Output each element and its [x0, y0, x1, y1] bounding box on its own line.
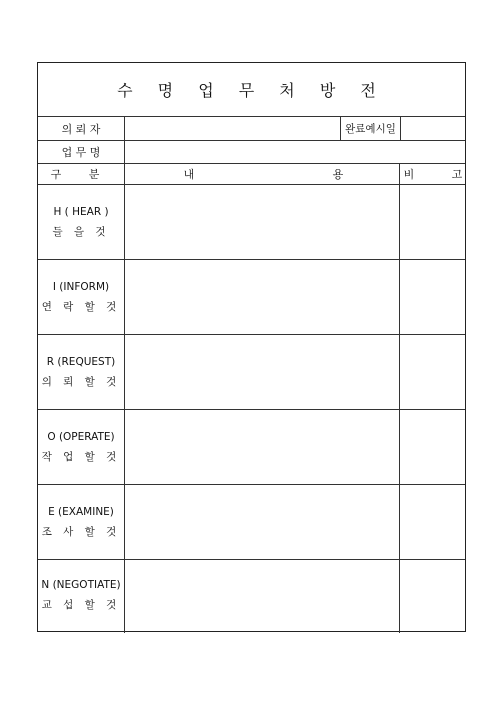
content-cell[interactable] — [125, 410, 399, 484]
content-cell[interactable] — [125, 260, 399, 334]
row-ko-label: 연 락 할 것 — [41, 300, 121, 313]
content-cell[interactable] — [125, 485, 399, 559]
row-label-request — [38, 335, 124, 409]
row-ko-label: 교 섭 할 것 — [41, 599, 121, 611]
content-cell[interactable] — [125, 185, 399, 259]
row-ko-label: 의 뢰 할 것 — [41, 375, 121, 388]
row-label-inform — [38, 260, 124, 334]
category-header: 구 분 — [50, 168, 112, 181]
row-en-label: I (INFORM) — [52, 280, 110, 293]
form-title: 수 명 업 무 처 방 전 — [117, 81, 386, 100]
remarks-header-right: 고 — [451, 168, 463, 181]
remarks-cell[interactable] — [400, 185, 465, 259]
content-cell[interactable] — [125, 335, 399, 409]
remarks-cell[interactable] — [400, 485, 465, 559]
remarks-cell[interactable] — [400, 410, 465, 484]
task-name-field[interactable] — [125, 141, 465, 163]
row-label-examine — [38, 485, 124, 559]
row-label-negotiate — [38, 560, 124, 631]
row-en-label: O (OPERATE) — [47, 430, 115, 443]
row-en-label: N (NEGOTIATE) — [41, 579, 121, 591]
row-ko-label: 작 업 할 것 — [41, 450, 121, 463]
remarks-cell[interactable] — [400, 560, 465, 631]
row-label-hear — [38, 185, 124, 259]
due-date-field[interactable] — [401, 117, 465, 140]
requester-label: 의 뢰 자 — [61, 122, 101, 136]
row-ko-label: 들 을 것 — [52, 225, 110, 238]
remarks-cell[interactable] — [400, 335, 465, 409]
remarks-cell[interactable] — [400, 260, 465, 334]
row-en-label: R (REQUEST) — [46, 355, 116, 368]
content-header-right: 용 — [332, 168, 344, 181]
requester-field[interactable] — [125, 117, 340, 140]
content-cell[interactable] — [125, 560, 399, 631]
remarks-header-left: 비 — [403, 168, 415, 181]
work-order-form — [37, 62, 466, 632]
row-en-label: H ( HEAR ) — [53, 205, 109, 218]
row-en-label: E (EXAMINE) — [48, 505, 114, 518]
task-name-label: 업 무 명 — [61, 146, 101, 159]
content-header-left: 내 — [183, 168, 195, 181]
due-date-label: 완료예시일 — [345, 123, 396, 135]
row-ko-label: 조 사 할 것 — [41, 525, 121, 538]
row-label-operate — [38, 410, 124, 484]
